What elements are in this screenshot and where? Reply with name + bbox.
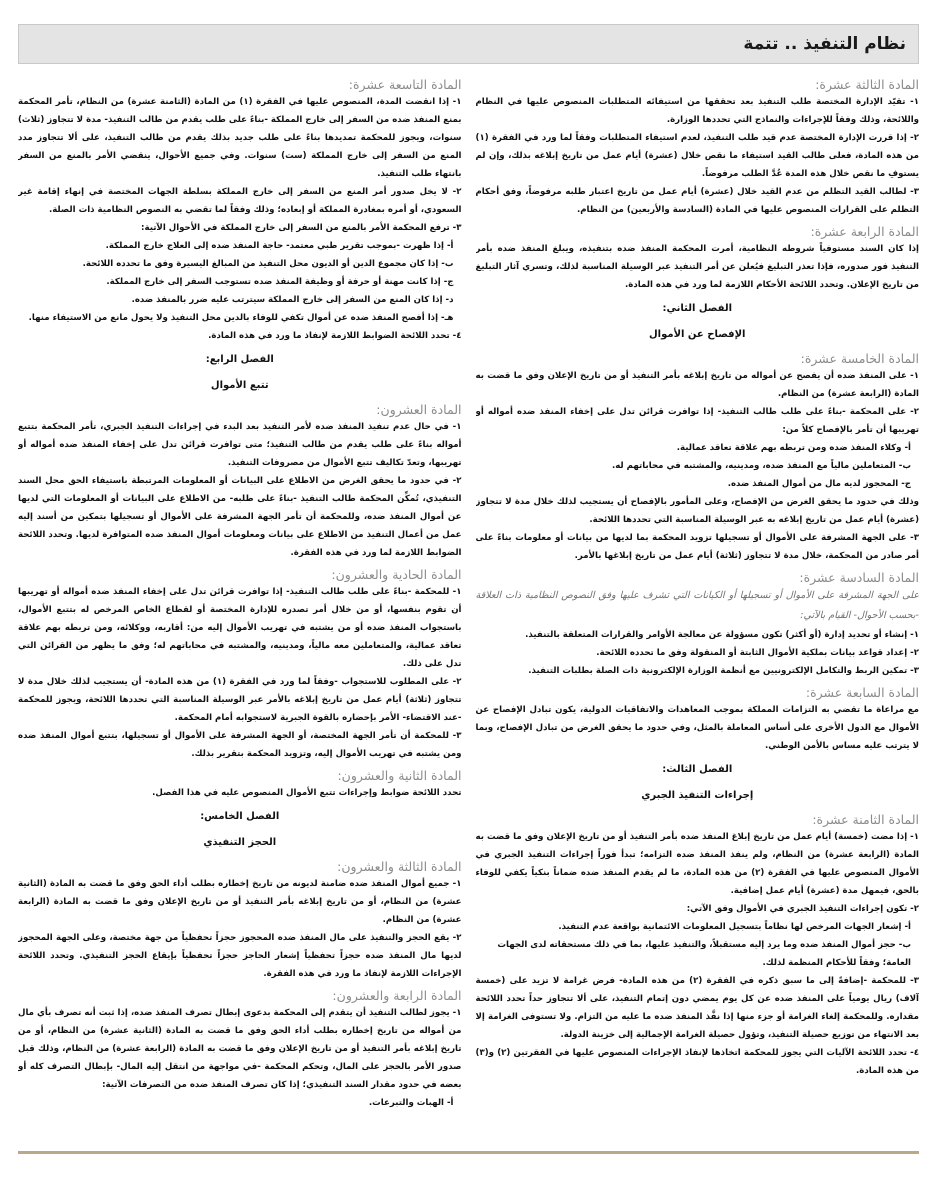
- article-16-para-3: ٣- تمكين الربط والتكامل الإلكترونيين مع أنظمة الوزارة الإلكترونية ذات الصلة بطلبات التنفيذ.: [528, 666, 919, 676]
- article-18-title: المادة الثامنة عشرة:: [812, 812, 919, 827]
- article-20-para-1: ١- في حال عدم تنفيذ المنفذ ضده لأمر التنفيذ بعد البدء في إجراءات التنفيذ الجبري، تأمر المحكمة بتتبع أمواله بناءً على طلب يقدم من طالب التنفيذ؛ متى توافرت قرائن تدل على إخفاء المنفذ ضده أمواله أو تهريبها، وتعدّ تكاليف تتبع الأموال من مصروفات التنفيذ.: [18, 422, 462, 468]
- article-18-para-3: ٣- للمحكمة -إضافةً إلى ما سبق ذكره في الفقرة (٢) من هذه المادة- فرض غرامة لا تزيد على (خمسة آلاف) ريال يومياً على المنفذ ضده عن كل يوم يمضي دون إتمام التنفيذ، على ألا تتجاوز حداً تحدد اللائحة مقداره. وللمحكمة إلغاء الغرامة أو جزء منها إذا نفَّذ المنفذ ضده ما عليه من التزام. ولا تستوفى الغرامة إلا بعد الانتهاء من توزيع حصيلة التنفيذ، وتؤول حصيلة الغرامة الإجمالية إلى خزينة الدولة.: [475, 976, 919, 1040]
- article-14-title: المادة الرابعة عشرة:: [810, 224, 919, 239]
- article-22-para-1: تحدد اللائحة ضوابط وإجراءات تتبع الأموال المنصوص عليه في هذا الفصل.: [152, 788, 462, 798]
- article-23-para-1: ١- جميع أموال المنفذ ضده ضامنة لديونه من تاريخ إخطاره بطلب أداء الحق وفق ما قضت به المادة (الثانية عشرة) من النظام، أو من تاريخ إبلاغه بأمر التنفيذ أو من تاريخ الإعلان وفق ما قضت به المادة (الرابعة عشرة) من النظام.: [18, 879, 462, 925]
- footer-divider: [18, 1151, 919, 1154]
- article-24-para-1: ١- يجوز لطالب التنفيذ أن يتقدم إلى المحكمة بدعوى إبطال تصرف المنفذ ضده، إذا ثبت أنه تصرف بأي مال من أمواله من تاريخ إخطاره بطلب أداء الحق وفق ما قضت به المادة (الثانية عشرة) من النظام، أو من تاريخ إبلاغه بأمر التنفيذ أو من تاريخ الإعلان وفق ما قضت به المادة (الرابعة عشرة) من النظام، وذلك قبل صدور الأمر بالحجز على المال، وتحكم المحكمة -في مواجهة من انتقل إليه المال- بإبطال التصرف كله أو بعضه في حدود مقدار السند التنفيذي؛ إذا كان تصرف المنفذ ضده من التصرفات الآتية:: [18, 1008, 462, 1090]
- header-bar: [18, 24, 919, 64]
- article-24-item-a: أ- الهبات والتبرعات.: [368, 1098, 454, 1108]
- column-left: [18, 72, 462, 1160]
- article-18-item-a: أ- إشعار الجهات المرخص لها نظاماً بتسجيل المعلومات الائتمانية بواقعة عدم التنفيذ.: [558, 922, 911, 932]
- article-15-item-a: أ- وكلاء المنفذ ضده ومن تربطه بهم علاقة تعاقد عمالية.: [676, 443, 911, 453]
- column-right: [476, 72, 920, 1160]
- article-13-para-2: ٢- إذا قررت الإدارة المختصة عدم قيد طلب التنفيذ، لعدم استيفاء المتطلبات وفقاً لما ورد في الفقرة (١) من هذه المادة، فعلى طالب القيد استيفاء ما نقص خلال (عشرة) أيام عمل من تاريخ إبلاغه بذلك، وإن لم يستوفِ ما نقص خلال هذه المدة عُدَّ الطلب مرفوضاً.: [475, 133, 919, 179]
- article-23-para-2: ٢- يقع الحجز والتنفيذ على مال المنفذ ضده المحجوز حجزاً تحفظياً من جهة مختصة، وعلى الجهة المحجوز لديها مال المنفذ ضده حجزاً تحفظياً إشعار الحاجز حجزاً تحفظياً بإيقاع الحجز التنفيذي. وتحدد اللائحة الإجراءات اللازمة لإنفاذ ما ورد في هذه الفقرة.: [18, 933, 462, 979]
- chapter-5-title: الحجز التنفيذي: [203, 837, 277, 848]
- article-24-title: المادة الرابعة والعشرون:: [332, 988, 462, 1003]
- article-15-item-b: ب- المتعاملين مالياً مع المنفذ ضده، ومدينيه، والمشتبه في محاباتهم له.: [611, 461, 911, 471]
- chapter-2-label: الفصل الثاني:: [662, 303, 733, 314]
- article-22-title: المادة الثانية والعشرون:: [337, 768, 462, 783]
- article-19-title: المادة التاسعة عشرة:: [348, 77, 462, 92]
- article-19-para-4: ٤- تحدد اللائحة الضوابط اللازمة لإنفاذ ما ورد في هذه المادة.: [208, 331, 462, 341]
- article-15-para-2: ٢- على المحكمة -بناءً على طلب طالب التنفيذ- إذا توافرت قرائن تدل على إخفاء المنفذ ضده أمواله أو تهريبها أن تأمر بالإفصاح كلاً من:: [475, 407, 919, 435]
- article-18-para-2: ٢- تكون إجراءات التنفيذ الجبري في الأموال وفق الآتي:: [686, 904, 919, 914]
- article-16-para-1: ١- إنشاء أو تحديد إدارة (أو أكثر) تكون مسؤولة عن معالجة الأوامر والقرارات المتعلقة بالتنفيذ.: [525, 630, 919, 640]
- chapter-4-title: تتبع الأموال: [210, 380, 269, 391]
- article-15-para-2-tail: وذلك في حدود ما يحقق الغرض من الإفصاح، وعلى المأمور بالإفصاح أن يستجيب لذلك خلال مدة لا تتجاوز (عشرة) أيام عمل من تاريخ إبلاغه به عبر الوسيلة المناسبة التي تحددها اللائحة.: [475, 497, 919, 525]
- article-16-title: المادة السادسة عشرة:: [799, 570, 919, 585]
- article-21-para-2: ٢- على المطلوب للاستجواب -وفقاً لما ورد في الفقرة (١) من هذه المادة- أن يستجيب لذلك خلال مدة لا تتجاوز (ثلاثة) أيام عمل من تاريخ إبلاغه بالأمر عبر الوسيلة المناسبة التي تحددها اللائحة، ويجوز للمحكمة -عند الاقتضاء- الأمر بإحضاره بالقوة الجبرية لاستجوابه أمام المحكمة.: [18, 677, 462, 723]
- chapter-2-title: الإفصاح عن الأموال: [649, 329, 746, 340]
- article-15-title: المادة الخامسة عشرة:: [800, 351, 919, 366]
- article-19-para-1: ١- إذا انقضت المدة، المنصوص عليها في الفقرة (١) من المادة (الثامنة عشرة) من النظام، تأمر المحكمة بمنع المنفذ ضده من السفر إلى خارج المملكة -بناءً على طلب يقدم من طالب التنفيذ- مدة لا تتجاوز (ثلاث) سنوات، ويجوز للمحكمة تمديدها بناءً على طلب جديد بذلك يقدم من طالب التنفيذ، على ألا تتجاوز مدد المنع من السفر إلى خارج المملكة (ست) سنوات. وفي جميع الأحوال، ينقضي الأمر بالمنع من السفر بانتهاء طلب التنفيذ.: [18, 97, 462, 179]
- article-18-item-b: ب- حجز أموال المنفذ ضده وما يرد إليه مستقبلاً، والتنفيذ عليها، بما في ذلك مستحقاته لدى الجهات العامة؛ وفقاً للأحكام المنظمة لذلك.: [497, 940, 911, 968]
- article-19-item-c: ج- إذا كانت مهنة أو حرفة أو وظيفة المنفذ ضده تستوجب السفر إلى خارج المملكة.: [106, 277, 454, 287]
- article-19-item-b: ب- إذا كان مجموع الدين أو الديون محل التنفيذ من المبالغ اليسيرة وفق ما تحدده اللائحة.: [82, 259, 454, 269]
- article-17-para-1: مع مراعاة ما تقضي به التزامات المملكة بموجب المعاهدات والاتفاقيات الدولية، يكون تبادل الإفصاح عن الأموال مع الدول الأخرى على أساس المعاملة بالمثل، وفي حدود ما يحقق الغرض من تبادل الإفصاح، وبما لا يترتب عليه مساس بالأمن الوطني.: [475, 705, 919, 751]
- article-15-para-1: ١- على المنفذ ضده أن يفصح عن أمواله من تاريخ إبلاغه بأمر التنفيذ أو من تاريخ الإعلان وفق ما قضت به المادة (الرابعة عشرة) من النظام.: [475, 371, 919, 399]
- article-20-title: المادة العشرون:: [376, 402, 462, 417]
- two-column-body: [18, 72, 919, 1160]
- chapter-5-label: الفصل الخامس:: [200, 811, 280, 822]
- article-19-para-2: ٢- لا يخل صدور أمر المنع من السفر إلى خارج المملكة بسلطة الجهات المختصة في إنهاء إقامة غير السعودي، أو أمره بمغادرة المملكة أو إبعاده؛ وذلك وفقاً لما تقضي به النصوص النظامية ذات الصلة.: [18, 187, 462, 215]
- article-13-title: المادة الثالثة عشرة:: [815, 77, 919, 92]
- article-15-para-3: ٣- على الجهة المشرفة على الأموال أو تسجيلها تزويد المحكمة بما لديها من بيانات أو معلومات بناءً على أمر صادر من المحكمة، خلال مدة لا تتجاوز (ثلاثة) أيام عمل من تاريخ إبلاغها بالأمر.: [475, 533, 919, 561]
- article-13-para-1: ١- تقيّد الإدارة المختصة طلب التنفيذ بعد تحققها من استيفائه المتطلبات المنصوص عليها في النظام واللائحة، وذلك وفقاً للإجراءات والنماذج التي تحددها الوزارة.: [475, 97, 919, 125]
- article-16-intro: على الجهة المشرفة على الأموال أو تسجيلها أو الكيانات التي تشرف عليها وفق النصوص النظامية ذات العلاقة -بحسب الأحوال- القيام بالآتي:: [475, 590, 919, 621]
- article-17-title: المادة السابعة عشرة:: [805, 685, 919, 700]
- article-18-para-1: ١- إذا مضت (خمسة) أيام عمل من تاريخ إبلاغ المنفذ ضده بأمر التنفيذ أو من تاريخ الإعلان وفق ما قضت به المادة (الرابعة عشرة) من النظام، ولم ينفذ المنفذ ضده التزامه؛ تبدأ فوراً إجراءات التنفيذ الجبري في الأموال المنصوص عليها في الفقرة (٢) من هذه المادة، ما لم يقدم المنفذ ضده ضماناً بنكياً يكفي للوفاء بالحق، فيمهل مدة (عشرة) أيام عمل إضافية.: [475, 832, 919, 896]
- article-21-para-3: ٣- للمحكمة أن تأمر الجهة المختصة، أو الجهة المشرفة على الأموال أو تسجيلها، بتتبع أموال المنفذ ضده ومن يشتبه في تهريب الأموال إليه، وتزويد المحكمة بتقرير بذلك.: [18, 731, 462, 759]
- article-13-para-3: ٣- لطالب القيد التظلم من عدم القيد خلال (عشرة) أيام عمل من تاريخ اعتبار طلبه مرفوضاً، وفق أحكام التظلم على القرارات المنصوص عليها في المادة (السادسة والأربعين) من النظام.: [475, 187, 919, 215]
- chapter-3-label: الفصل الثالث:: [662, 764, 733, 775]
- article-20-para-2: ٢- في حدود ما يحقق الغرض من الاطلاع على البيانات أو المعلومات المرتبطة باستيفاء الحق محل السند التنفيذي، تُمكِّن المحكمة طالب التنفيذ -بناءً على طلبه- من الاطلاع على البيانات أو المعلومات التي لديها عن أموال المنفذ ضده، وللمحكمة أن تأمر الجهة المشرفة على الأموال أو تسجيلها بتمكين من أسند إليه عمل من أعمال التنفيذ من الاطلاع على بيانات ومعلومات أموال المنفذ ضده المتوافرة لديها. وتحدد اللائحة الضوابط اللازمة لما ورد في هذه الفقرة.: [18, 476, 462, 558]
- article-19-item-d: د- إذا كان المنع من السفر إلى خارج المملكة سيترتب عليه ضرر بالمنفذ ضده.: [131, 295, 454, 305]
- article-19-item-a: أ- إذا ظهرت -بموجب تقرير طبي معتمد- حاجة المنفذ ضده إلى العلاج خارج المملكة.: [105, 241, 454, 251]
- article-16-para-2: ٢- إعداد قواعد بيانات بملكية الأموال الثابتة أو المنقولة وفق ما تحدده اللائحة.: [596, 648, 919, 658]
- article-23-title: المادة الثالثة والعشرون:: [337, 859, 462, 874]
- article-21-title: المادة الحادية والعشرون:: [331, 567, 462, 582]
- article-19-item-e: هـ- إذا أفصح المنفذ ضده عن أموال تكفي للوفاء بالدين محل التنفيذ ولا يحول مانع من الاستيفاء منها.: [28, 313, 454, 323]
- article-18-para-4: ٤- تحدد اللائحة الآليات التي يجوز للمحكمة اتخاذها لإنفاذ الإجراءات المنصوص عليها في الفقرتين (٢) و(٣) من هذه المادة.: [475, 1048, 919, 1076]
- article-21-para-1: ١- للمحكمة -بناءً على طلب طالب التنفيذ- إذا توافرت قرائن تدل على إخفاء المنفذ ضده أمواله أو تهريبها أن تقوم بنفسها، أو من خلال أمر تصدره للإدارة المختصة أو لقطاع الخاص المرخص له بتتبع الأموال، باستجواب المنفذ ضده أو من يشتبه في تهريب الأموال إليه من: أقاربه، ووكلائه، ومن تربطه بهم علاقة تعاقد عمالية، والمتعاملين معه مالياً، ومدينيه، والمشتبه في محاباتهم له؛ وفق ما يظهر من القرائن التي تدل على ذلك.: [18, 587, 462, 669]
- chapter-3-title: إجراءات التنفيذ الجبري: [641, 790, 754, 801]
- article-14-para-1: إذا كان السند مستوفياً شروطه النظامية، أمرت المحكمة المنفذ ضده بتنفيذه، ويبلغ المنفذ ضده بأمر التنفيذ فور صدوره، فإذا تعذر التبليغ فيُعلن عن أمر التنفيذ عبر الوسيلة المناسبة لذلك، وتسري آثار التبليغ من تاريخ الإعلان. وتحدد اللائحة الأحكام اللازمة لما ورد في هذه المادة.: [475, 244, 919, 290]
- article-19-para-3: ٣- ترفع المحكمة الأمر بالمنع من السفر إلى خارج المملكة في الأحوال الآتية:: [141, 223, 462, 233]
- chapter-4-label: الفصل الرابع:: [205, 354, 274, 365]
- article-15-item-c: ج- المحجوز لديه مال من أموال المنفذ ضده.: [727, 479, 911, 489]
- page-title: نظام التنفيذ .. تتمة: [743, 34, 906, 54]
